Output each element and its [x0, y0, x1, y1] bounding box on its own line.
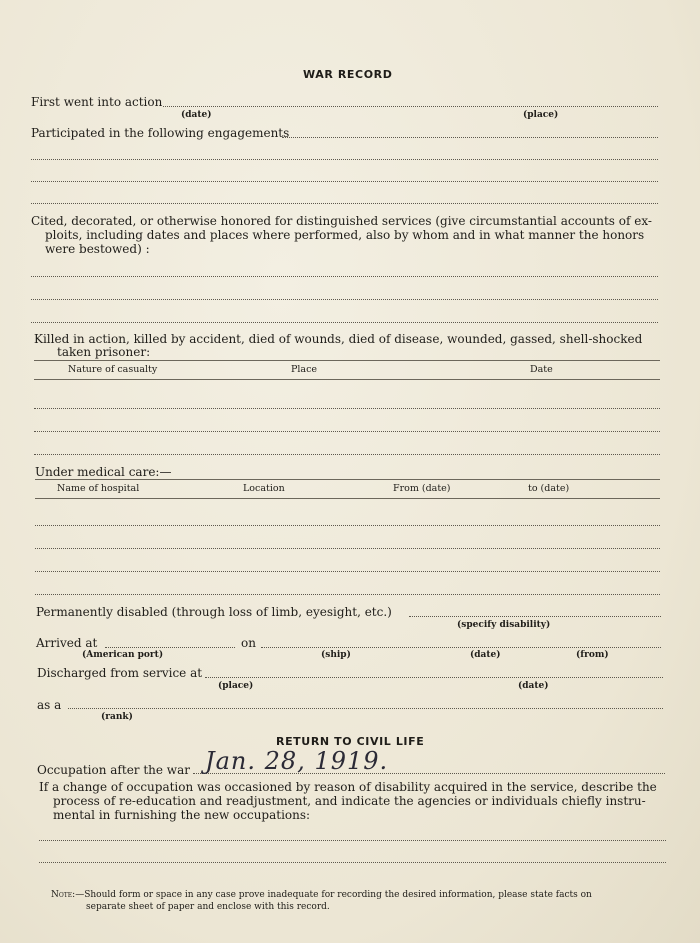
arrived-port-caption: (American port)	[82, 650, 164, 660]
arrived-port-field[interactable]	[105, 647, 235, 648]
discharged-date-caption: (date)	[518, 681, 549, 691]
arrived-ship-caption: (ship)	[321, 650, 351, 660]
change-line-3: mental in furnishing the new occupations:	[53, 808, 311, 822]
page-title: WAR RECORD	[303, 68, 393, 81]
casualty-row-1[interactable]	[34, 408, 660, 409]
engagements-field-4[interactable]	[31, 203, 658, 204]
medical-col-location: Location	[243, 483, 285, 494]
first-action-label: First went into action	[31, 95, 163, 109]
casualty-col-date: Date	[530, 364, 553, 375]
first-action-place-caption: (place)	[523, 110, 559, 120]
medical-header-bottom-rule	[35, 498, 660, 499]
engagements-field-2[interactable]	[31, 159, 658, 160]
medical-row-4[interactable]	[35, 594, 660, 595]
disabled-field[interactable]	[409, 616, 661, 617]
rank-field[interactable]	[68, 708, 663, 709]
casualty-col-place: Place	[291, 364, 318, 375]
first-action-field[interactable]	[163, 106, 658, 107]
as-a-label: as a	[37, 698, 62, 712]
cited-line-2: ploits, including dates and places where performed, also by whom and in what manner the honors	[45, 228, 645, 242]
note-line-2: separate sheet of paper and enclose with this record.	[86, 902, 330, 912]
arrived-on-label: on	[241, 636, 256, 650]
arrived-label: Arrived at	[36, 636, 98, 650]
engagements-field-1[interactable]	[282, 137, 658, 138]
cited-line-1: Cited, decorated, or otherwise honored for distinguished services (give circumstantial accounts of ex-	[31, 214, 652, 228]
casualty-header-bottom-rule	[34, 379, 660, 380]
discharged-place-caption: (place)	[218, 681, 254, 691]
note-line-1: Should form or space in any case prove inadequate for recording the desired information, please state facts on	[84, 890, 592, 900]
civil-life-title: RETURN TO CIVIL LIFE	[276, 735, 425, 748]
occupation-handwritten-value: Jan. 28, 1919.	[205, 747, 389, 775]
medical-row-3[interactable]	[35, 571, 660, 572]
cited-line-3: were bestowed) :	[45, 242, 150, 256]
engagements-field-3[interactable]	[31, 181, 658, 182]
discharged-field[interactable]	[205, 677, 663, 678]
change-field-1[interactable]	[39, 840, 666, 841]
engagements-label: Participated in the following engagements	[31, 126, 290, 140]
casualty-line-2: taken prisoner:	[57, 345, 151, 359]
casualty-col-nature: Nature of casualty	[68, 364, 158, 375]
footer-note	[51, 890, 671, 901]
cited-field-1[interactable]	[31, 276, 658, 277]
disabled-caption: (specify disability)	[457, 620, 551, 630]
change-line-2: process of re-education and readjustment, and indicate the agencies or individuals chiefly instru-	[53, 794, 646, 808]
arrived-from-caption: (from)	[576, 650, 609, 660]
arrived-date-caption: (date)	[470, 650, 501, 660]
rank-caption: (rank)	[101, 712, 133, 722]
cited-field-3[interactable]	[31, 322, 658, 323]
casualty-line-1: Killed in action, killed by accident, died of wounds, died of disease, wounded, gassed, shell-shocked	[34, 332, 643, 346]
casualty-row-2[interactable]	[34, 431, 660, 432]
change-field-2[interactable]	[39, 862, 666, 863]
medical-header-top-rule	[35, 479, 660, 480]
note-prefix: Note:—	[51, 890, 85, 900]
disabled-label: Permanently disabled (through loss of limb, eyesight, etc.)	[36, 605, 392, 619]
casualty-row-3[interactable]	[34, 454, 660, 455]
arrived-ship-field[interactable]	[261, 647, 661, 648]
cited-field-2[interactable]	[31, 299, 658, 300]
medical-col-hospital: Name of hospital	[57, 483, 140, 494]
change-line-1: If a change of occupation was occasioned by reason of disability acquired in the service, describe the	[39, 780, 657, 794]
casualty-header-top-rule	[34, 360, 660, 361]
medical-row-2[interactable]	[35, 548, 660, 549]
medical-col-from: From (date)	[393, 483, 451, 494]
discharged-label: Discharged from service at	[37, 666, 203, 680]
occupation-label: Occupation after the war	[37, 763, 190, 777]
medical-row-1[interactable]	[35, 525, 660, 526]
medical-col-to: to (date)	[528, 483, 570, 494]
medical-label: Under medical care:—	[35, 465, 172, 479]
first-action-date-caption: (date)	[181, 110, 212, 120]
